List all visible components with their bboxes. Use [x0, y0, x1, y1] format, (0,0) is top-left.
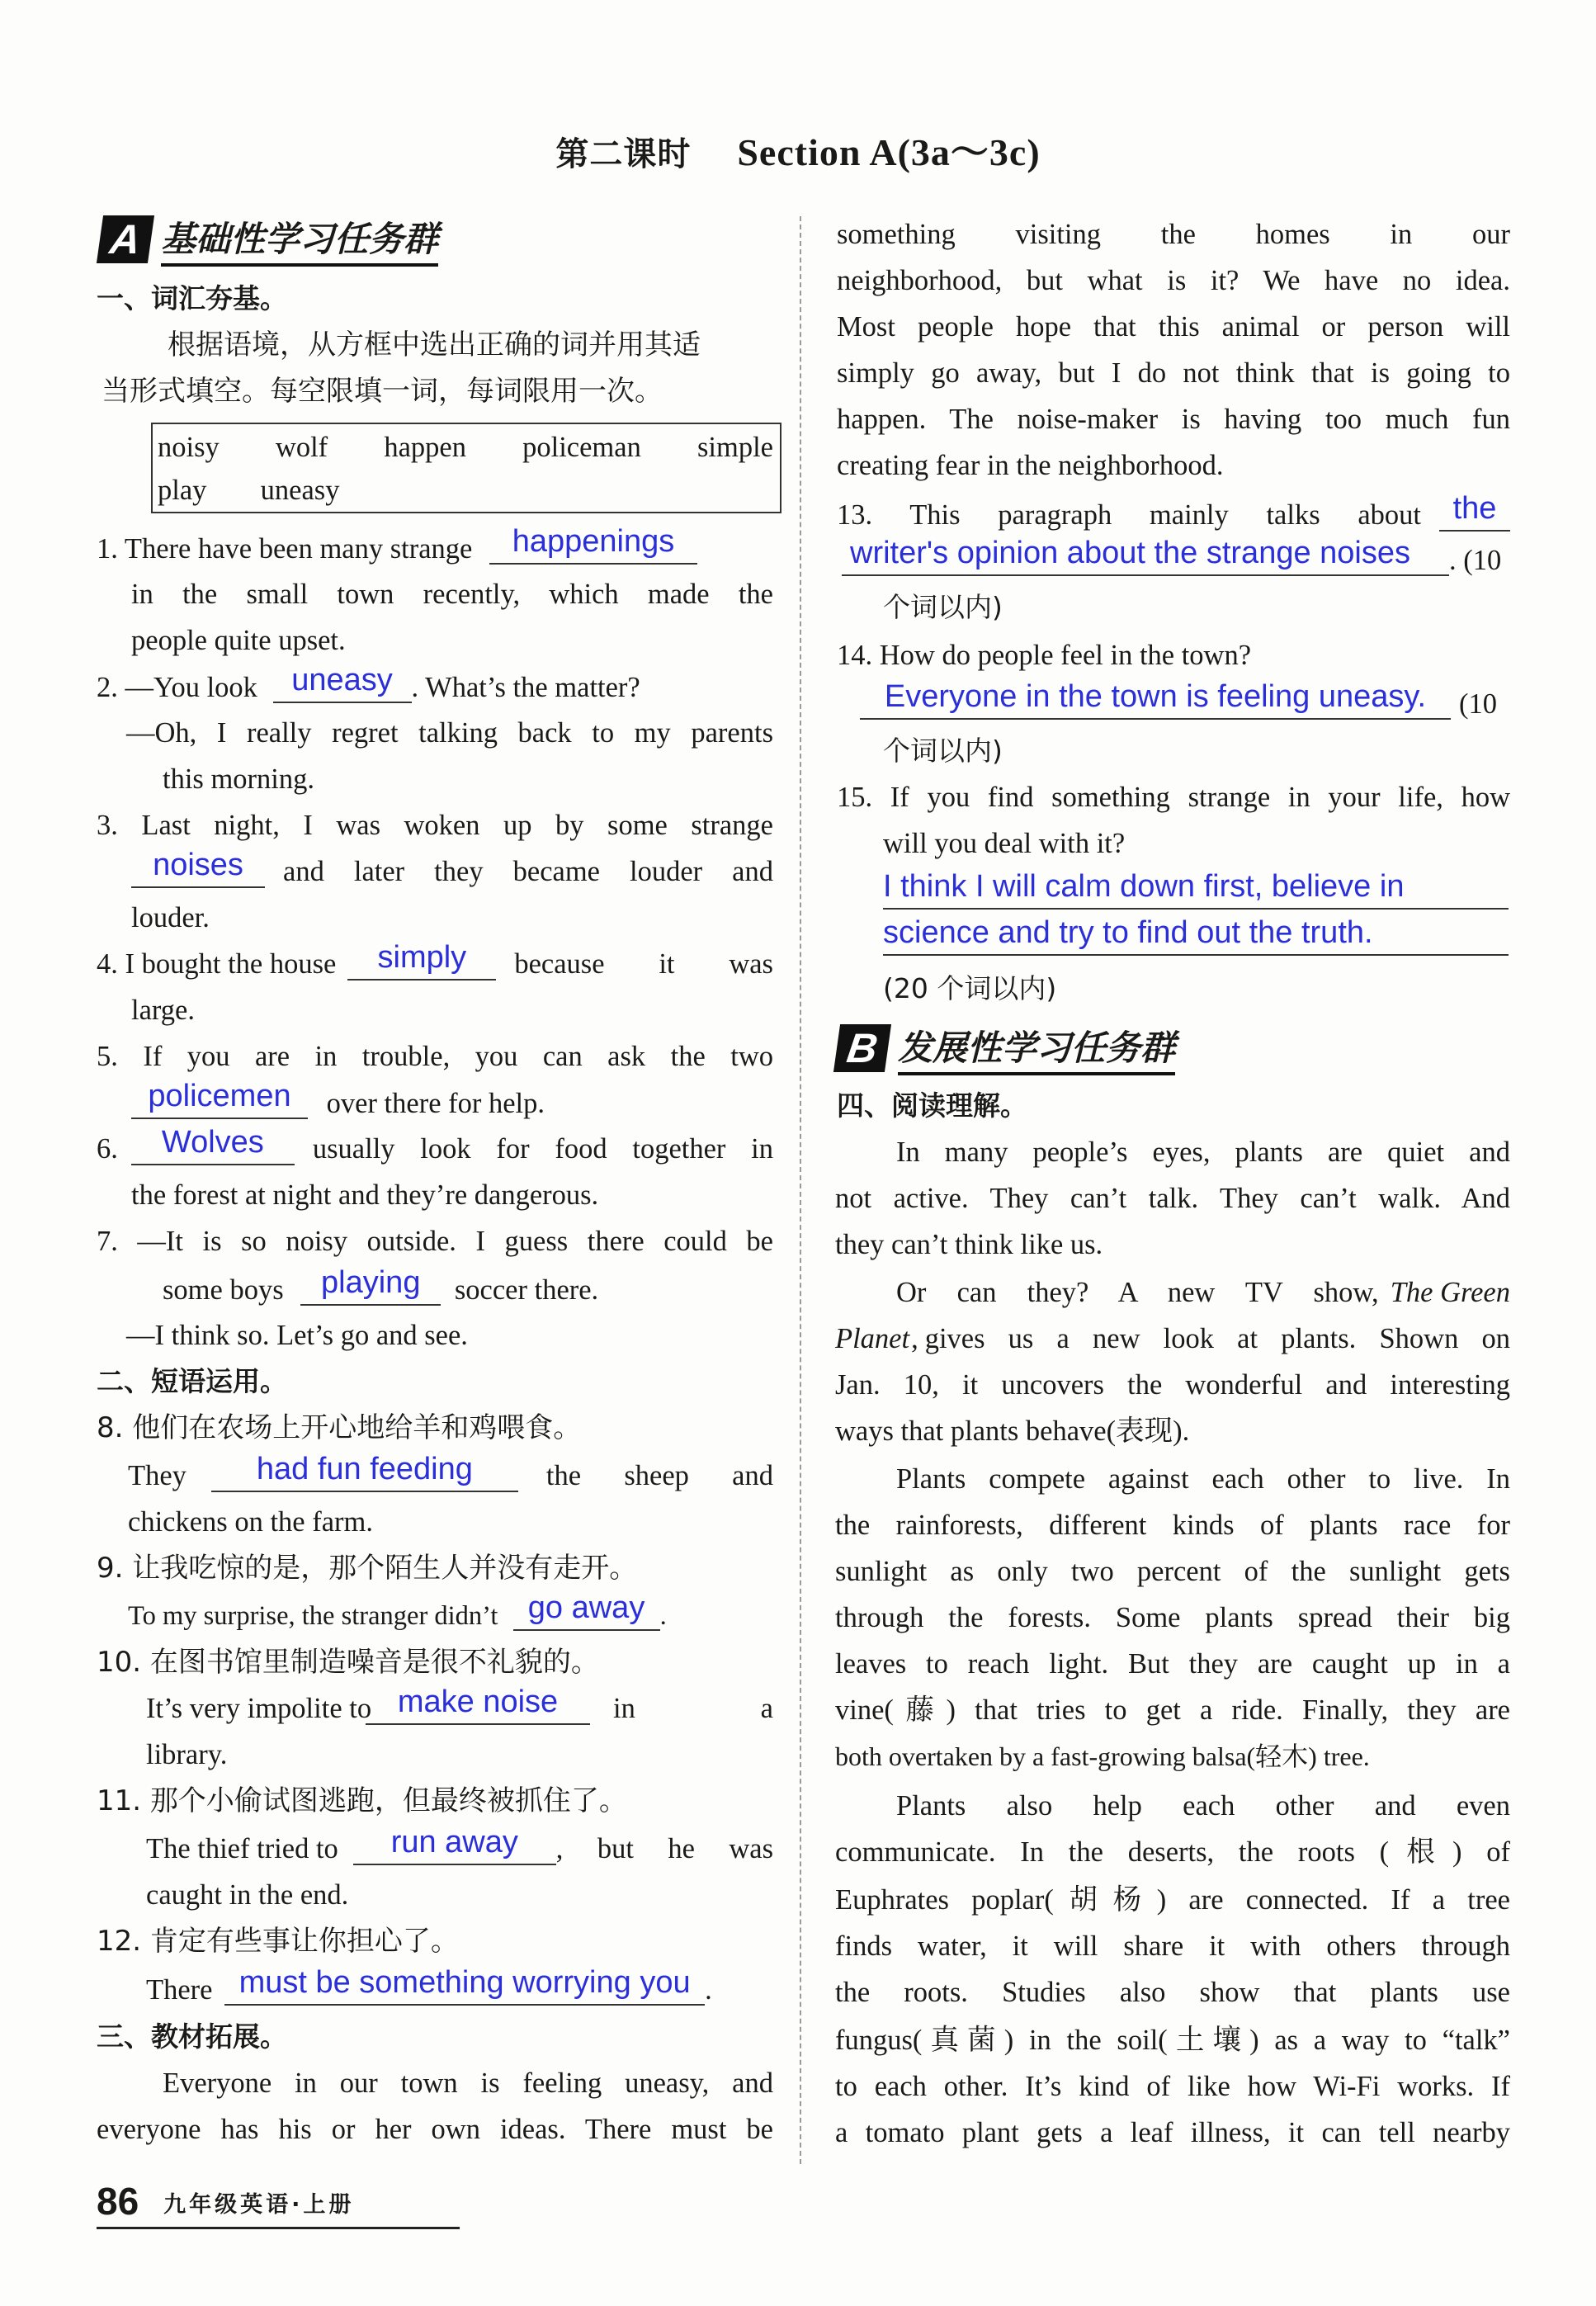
q15-limit: (20 个词以内) — [883, 972, 1057, 1004]
q4-line2: large. — [131, 995, 195, 1026]
q4-blank[interactable] — [347, 940, 496, 981]
reading-line: the rainforests, different kinds of plants race for — [835, 1510, 1510, 1541]
q8-line1 — [128, 1452, 773, 1494]
q12-period: . — [705, 1974, 712, 2006]
reading-line-show2: Planet , gives us a new look at plants. Shown on — [835, 1321, 1510, 1357]
word-bank-word: simple — [696, 432, 773, 463]
q6-number: 6. — [97, 1133, 118, 1165]
q1-line3: people quite upset. — [131, 625, 346, 656]
q15-answer2: science and try to find out the truth. — [883, 915, 1373, 950]
q11-answer: run away — [390, 1825, 518, 1859]
passage-line: happen. The noise-maker is having too much fun — [837, 404, 1510, 435]
q12-text: There — [146, 1974, 213, 2006]
reading-line: Plants compete against each other to live. In — [896, 1463, 1510, 1495]
reading-line: fungus(真菌) in the soil(土壤) as a way to “talk” — [835, 2025, 1510, 2056]
word-bank-word: wolf — [275, 432, 328, 463]
reading-line-show — [896, 1274, 1510, 1311]
q2-line1 — [97, 663, 640, 705]
q5-text: over there for help. — [326, 1088, 545, 1119]
q6-text: usually look for food together in — [312, 1133, 773, 1165]
q13-answer1: the — [1452, 491, 1497, 526]
q3-line3: louder. — [131, 902, 210, 933]
q11-prompt: 11. 那个小偷试图逃跑，但最终被抓住了。 — [97, 1784, 627, 1817]
page-number: 86 — [97, 2180, 139, 2223]
q9-prompt: 9. 让我吃惊的是，那个陌生人并没有走开。 — [97, 1552, 638, 1585]
section-a-badge: A — [97, 215, 154, 263]
q9-blank[interactable] — [513, 1590, 660, 1631]
word-bank-word: happen — [384, 432, 466, 463]
footer-rule — [97, 2227, 460, 2229]
q10-line2: library. — [146, 1739, 228, 1770]
q10-text-cont: in a — [613, 1693, 773, 1724]
section-b-badge: B — [833, 1024, 891, 1072]
q10-text: It’s very impolite to — [146, 1693, 372, 1724]
reading-line: they can’t think like us. — [835, 1229, 1103, 1260]
part1-instruction-line2: 当形式填空。每空限填一词，每词限用一次。 — [102, 375, 663, 408]
q15-line3 — [883, 869, 1509, 911]
section-a-header — [100, 215, 438, 264]
reading-line: Plants also help each other and even — [896, 1790, 1510, 1822]
q10-answer: make noise — [397, 1685, 559, 1719]
reading-line: through the forests. Some plants spread their big — [835, 1602, 1510, 1633]
q8-line2: chickens on the farm. — [128, 1506, 373, 1538]
q12-answer: must be something worrying you — [238, 1965, 691, 2000]
q7-text-cont: soccer there. — [454, 1274, 599, 1306]
q11-line2: caught in the end. — [146, 1879, 349, 1911]
q3-answer: noises — [153, 848, 243, 882]
q9-answer: go away — [527, 1590, 645, 1625]
q1-line1 — [97, 524, 697, 566]
q15-blank1[interactable] — [883, 869, 1509, 910]
q2-blank[interactable] — [273, 663, 412, 703]
q3-line1: 3. Last night, I was woken up by some strange — [97, 810, 773, 841]
q15-line4 — [883, 915, 1509, 957]
q5-line2 — [131, 1079, 545, 1121]
q13-limit-cont: 个词以内) — [883, 591, 1003, 623]
reading-line: both overtaken by a fast-growing balsa(轻木) tree. — [835, 1741, 1370, 1771]
q7-answer: playing — [321, 1265, 421, 1300]
q9-period: . — [659, 1601, 667, 1631]
q2-line2: —Oh, I really regret talking back to my parents — [126, 717, 773, 749]
show-title-part1: The Green — [1390, 1277, 1510, 1308]
reading-line: finds water, it will share it with others through — [835, 1930, 1510, 1962]
q13-blank1[interactable] — [1439, 491, 1510, 532]
q1-answer: happenings — [512, 524, 675, 559]
reading-line: ways that plants behave(表现). — [835, 1415, 1190, 1447]
q5-blank[interactable] — [131, 1079, 308, 1119]
q15-answer1: I think I will calm down first, believe in — [883, 869, 1405, 904]
page-title — [0, 122, 1596, 177]
q10-prompt: 10. 在图书馆里制造噪音是很不礼貌的。 — [97, 1646, 599, 1679]
reading-line: Jan. 10, it uncovers the wonderful and interesting — [835, 1369, 1510, 1401]
passage-line: neighborhood, but what is it? We have no idea. — [837, 265, 1510, 296]
word-bank-row1 — [158, 429, 773, 465]
q11-text-cont: , but he was — [555, 1833, 773, 1864]
q2-line3: this morning. — [163, 763, 315, 795]
q13-limit: . (10 — [1449, 545, 1502, 576]
word-bank-word: policeman — [522, 432, 641, 463]
part1-heading: 一、词汇夯基。 — [97, 282, 287, 314]
reading-line: In many people’s eyes, plants are quiet and — [896, 1136, 1510, 1168]
word-bank-word: play — [158, 475, 207, 506]
page-footer — [97, 2179, 354, 2223]
q12-blank[interactable] — [224, 1965, 705, 2006]
q2-answer: uneasy — [291, 663, 393, 697]
q10-line1 — [146, 1685, 773, 1727]
q11-line1 — [146, 1825, 773, 1867]
reading-line: the roots. Studies also show that plants use — [835, 1977, 1510, 2008]
q14-limit: (10 — [1459, 688, 1497, 720]
q15-blank2[interactable] — [883, 915, 1509, 956]
passage-line: simply go away, but I do not think that is going to — [837, 357, 1510, 389]
q9-text: To my surprise, the stranger didn’t — [128, 1601, 498, 1631]
q7-line3: —I think so. Let’s go and see. — [126, 1320, 468, 1351]
q1-text: 1. There have been many strange — [97, 533, 473, 565]
reading-text: Or can they? A new TV show, — [896, 1277, 1379, 1308]
reading-line: sunlight as only two percent of the sunlight gets — [835, 1556, 1510, 1587]
section-b-header — [837, 1023, 1175, 1073]
q15-line2: will you deal with it? — [883, 828, 1126, 859]
q8-prompt: 8. 他们在农场上开心地给羊和鸡喂食。 — [97, 1411, 582, 1444]
q13-answer2: writer's opinion about the strange noises — [850, 536, 1410, 570]
q7-text: some boys — [163, 1274, 284, 1306]
part3-heading: 三、教材拓展。 — [97, 2020, 287, 2053]
q5-line1: 5. If you are in trouble, you can ask the two — [97, 1041, 773, 1072]
q14-blank[interactable] — [860, 679, 1451, 720]
word-bank-row2 — [158, 472, 339, 508]
q4-text: 4. I bought the house — [97, 948, 337, 980]
word-bank-box — [151, 423, 781, 513]
passage-line: something visiting the homes in our — [837, 219, 1510, 250]
reading-line: communicate. In the deserts, the roots (根) of — [835, 1836, 1510, 1868]
passage-line: creating fear in the neighborhood. — [837, 450, 1224, 481]
book-title: 九年级英语·上册 — [163, 2192, 355, 2218]
reading-text: gives us a new look at plants. Shown on — [924, 1323, 1510, 1354]
q13-line2 — [842, 536, 1502, 578]
reading-line: not active. They can’t talk. They can’t walk. And — [835, 1183, 1510, 1214]
q2-text: 2. —You look — [97, 672, 257, 703]
section-a-title: 基础性学习任务群 — [161, 212, 438, 267]
q7-blank[interactable] — [300, 1265, 441, 1306]
q4-answer: simply — [377, 940, 467, 975]
q8-text: They — [128, 1460, 187, 1491]
reading-line: a tomato plant gets a leaf illness, it can tell nearby — [835, 2117, 1510, 2148]
q1-blank[interactable] — [489, 524, 697, 565]
section-label: Section A(3a～3c) — [737, 131, 1041, 173]
reading-line: leaves to reach light. But they are caught up in a — [835, 1648, 1510, 1680]
q8-answer: had fun feeding — [256, 1452, 473, 1486]
q13-text: 13. This paragraph mainly talks about — [837, 499, 1421, 531]
q9-line1 — [128, 1590, 667, 1633]
q13-line1 — [837, 491, 1510, 533]
part2-heading: 二、短语运用。 — [97, 1365, 287, 1397]
part4-heading: 四、阅读理解。 — [837, 1089, 1027, 1122]
column-divider — [800, 216, 801, 2164]
reading-line: vine(藤) that tries to get a ride. Finally, they are — [835, 1694, 1510, 1726]
q6-answer: Wolves — [161, 1125, 264, 1160]
passage-line: Most people hope that this animal or person will — [837, 311, 1510, 343]
q2-text-cont: . What’s the matter? — [411, 672, 640, 703]
q1-line2: in the small town recently, which made the — [131, 579, 773, 610]
q12-line1 — [146, 1965, 712, 2007]
lesson-label: 第二课时 — [555, 135, 692, 173]
q6-line1 — [97, 1125, 773, 1167]
show-title-part2: Planet — [835, 1323, 910, 1354]
reading-line: Euphrates poplar(胡杨) are connected. If a tree — [835, 1884, 1510, 1916]
q15-line1: 15. If you find something strange in your life, how — [837, 782, 1510, 813]
q10-blank[interactable] — [366, 1685, 590, 1725]
word-bank-word: uneasy — [260, 475, 340, 506]
section-b-title: 发展性学习任务群 — [898, 1021, 1175, 1075]
q4-line1 — [97, 940, 773, 982]
passage-line: Everyone in our town is feeling uneasy, and — [163, 2067, 773, 2099]
q3-text: and later they became louder and — [283, 856, 773, 887]
q4-text-cont: because it was — [514, 948, 773, 980]
q6-line2: the forest at night and they’re dangerous. — [131, 1179, 599, 1211]
q12-prompt: 12. 肯定有些事让你担心了。 — [97, 1925, 459, 1958]
q14-line1: 14. How do people feel in the town? — [837, 640, 1252, 671]
q7-line2 — [163, 1265, 599, 1307]
q14-line2 — [860, 679, 1497, 721]
q11-blank[interactable] — [353, 1825, 556, 1865]
part1-instruction-line1: 根据语境，从方框中选出正确的词并用其适 — [168, 328, 701, 361]
q13-blank2[interactable] — [842, 536, 1449, 576]
q3-line2 — [131, 848, 773, 890]
q6-blank[interactable] — [131, 1125, 295, 1165]
q11-text: The thief tried to — [146, 1833, 338, 1864]
reading-line: to each other. It’s kind of like how Wi-Fi works. If — [835, 2071, 1510, 2102]
q7-line1: 7. —It is so noisy outside. I guess there could be — [97, 1226, 773, 1257]
q8-text-cont: the sheep and — [545, 1460, 773, 1491]
q14-limit-cont: 个词以内) — [883, 735, 1003, 767]
q14-answer: Everyone in the town is feeling uneasy. — [884, 679, 1427, 714]
passage-line: everyone has his or her own ideas. There must be — [97, 2114, 773, 2145]
q5-answer: policemen — [148, 1079, 291, 1113]
q3-blank[interactable] — [131, 848, 265, 888]
q8-blank[interactable] — [211, 1452, 518, 1492]
word-bank-word: noisy — [158, 432, 220, 463]
